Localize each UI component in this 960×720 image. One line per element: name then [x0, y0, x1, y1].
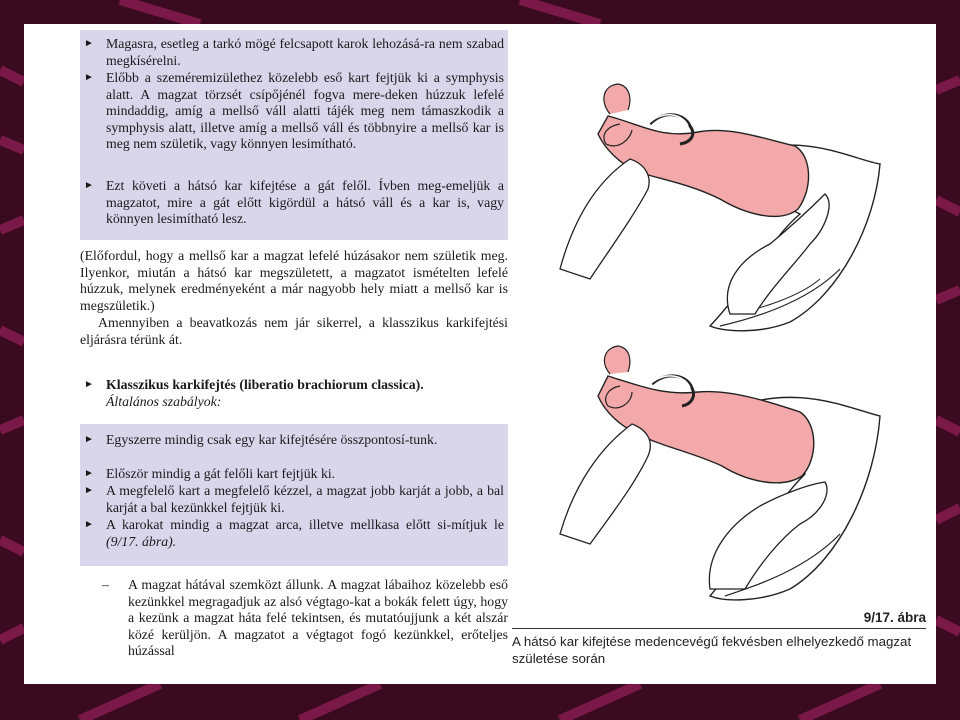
bullet-3-text: Ezt követi a hátsó kar kifejtése a gát felől. Ívben meg-emeljük a magzatot, mire a gát előtt kigördül a hátsó váll és a kar is, vagy könnyen lesimítható lesz.	[106, 178, 504, 227]
heading-bold: Klasszikus karkifejtés (liberatio brachiorum classica).	[106, 377, 424, 392]
illustration-top	[520, 64, 920, 334]
bullet-5-text: Először mindig a gát felőli kart fejtjük ki.	[106, 466, 336, 481]
paragraph-1: (Előfordul, hogy a mellső kar a magzat lefelé húzásakor nem születik meg. Ilyenkor, miután a hátsó kar megszületett, a magzatot ismételten lefelé húzzuk, melynek eredményeként a már nagyobb hely miatt a mellső kar is megszületik.)	[80, 248, 508, 313]
fetus-feet	[604, 84, 632, 146]
figure-number: 9/17. ábra	[863, 610, 926, 625]
bullet-1-text: Magasra, esetleg a tarkó mögé felcsapott karok lehozásá-ra nem szabad megkísérelni.	[106, 36, 504, 68]
figure-caption: A hátsó kar kifejtése medencevégű fekvésben elhelyezkedő magzat születése során	[512, 634, 912, 666]
operator-left-arm-2	[560, 424, 650, 544]
arrow-bullet-icon: ►	[84, 485, 94, 496]
arrow-bullet-icon: ►	[84, 180, 94, 191]
bullet-4-text: Egyszerre mindig csak egy kar kifejtésére összpontosí-tunk.	[106, 432, 438, 447]
paragraph-2: Amennyiben a beavatkozás nem jár sikerrel, a klasszikus karkifejtési eljárásra térünk át.	[80, 315, 508, 347]
heading-italic: Általános szabályok:	[106, 393, 222, 409]
caption-divider	[512, 628, 926, 629]
arrow-bullet-icon: ►	[84, 519, 94, 530]
arrow-bullet-icon: ►	[84, 468, 94, 479]
arrow-bullet-icon: ►	[84, 379, 94, 390]
bullet-6-text: A megfelelő kart a megfelelő kézzel, a magzat jobb karját a jobb, a bal karját a bal kezünkkel fejtjük ki.	[106, 483, 504, 515]
arrow-bullet-icon: ►	[84, 434, 94, 445]
dash-marker: –	[102, 577, 109, 592]
figure-reference: (9/17. ábra).	[106, 533, 177, 549]
bullet-7-text	[106, 517, 504, 550]
arrow-bullet-icon: ►	[84, 72, 94, 83]
arrow-bullet-icon: ►	[84, 38, 94, 49]
bullet-7-main: A karokat mindig a magzat arca, illetve mellkasa előtt si-mítjuk le	[106, 517, 504, 532]
paragraph-3: A magzat hátával szemközt állunk. A magzat lábaihoz közelebb eső kezünkkel megragadjuk az alsó végtago-kat a bokák felett úgy, hogy a kezünk a magzat háta felé tekintsen, és mutatóujjunk a két alszár közé kerüljön. A magzatot a végtagot fogó kezünkkel, erőteljes húzással	[128, 577, 508, 659]
textbook-page	[24, 24, 936, 684]
bullet-2-text: Előbb a szeméremizülethez közelebb eső kart fejtjük ki a symphysis alatt. A magzat törzsét csípőjénél fogva mere-deken húzzuk lefelé mindaddig, amíg a mellső váll alatti tájék meg nem támaszkodik a symphysis alatt, illetve amíg a mellső váll és többnyire a mellső kar is meg nem születik, vagy könnyen lesimítható.	[106, 70, 504, 152]
illustration-bottom	[520, 334, 920, 604]
operator-left-arm	[560, 159, 649, 279]
